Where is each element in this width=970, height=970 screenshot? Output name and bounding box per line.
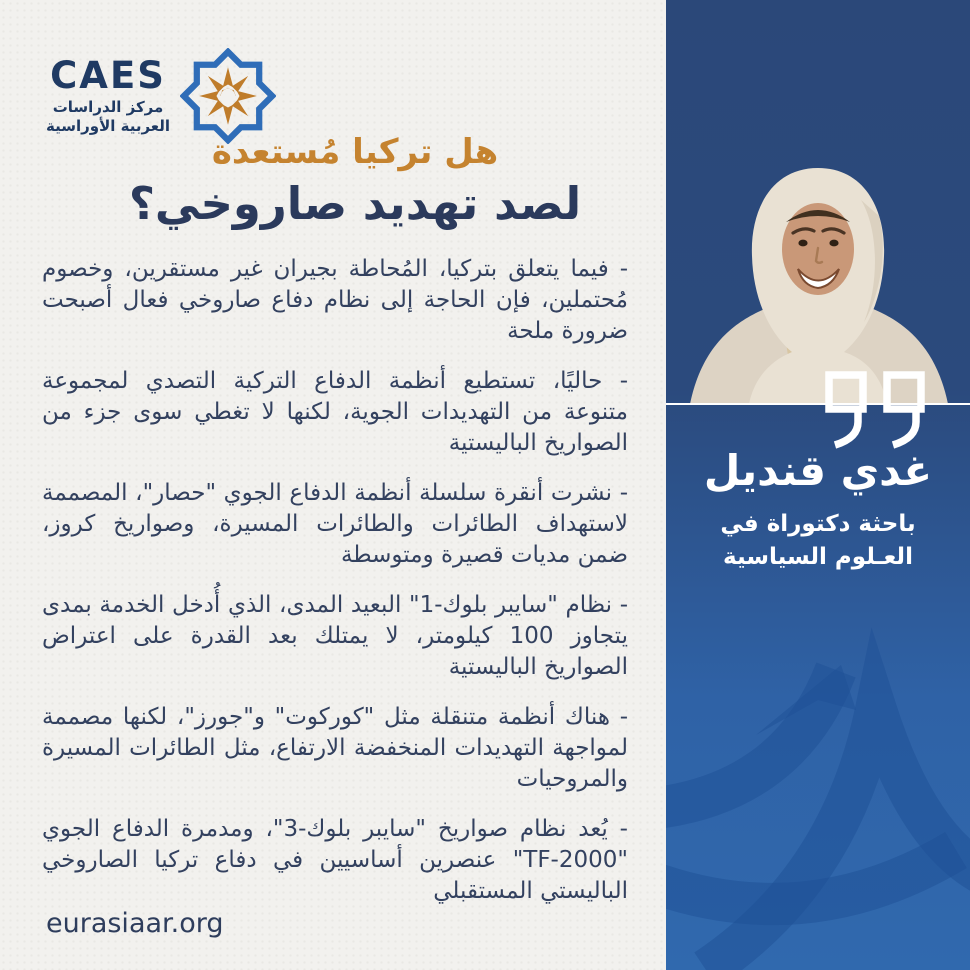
title-line-2: لصد تهديد صاروخي؟: [128, 176, 582, 230]
woman-portrait-icon: [666, 0, 970, 404]
title-line-1: هل تركيا مُستعدة: [211, 132, 499, 172]
watermark-star-icon: [666, 550, 970, 970]
brand-org-name: [46, 98, 170, 136]
brand-logo: [46, 48, 276, 144]
paragraph: - يُعد نظام صواريخ "سايبر بلوك-3"، ومدمرة الدفاع الجوي "TF-2000" عنصرين أساسيين في دفاع تركيا الصاروخي الباليستي المستقبلي: [42, 816, 628, 904]
speaker-role-line1: باحثة دكتوراة في: [720, 511, 916, 537]
paragraph: - هناك أنظمة متنقلة مثل "كوركوت" و"جورز"، لكنها مصممة لمواجهة التهديدات المنخفضة الارتفاع، مثل الطائرات المسيرة والمروحيات: [42, 704, 628, 792]
speaker-photo: [666, 0, 970, 404]
quote-icon: [824, 370, 934, 458]
paragraph: - فيما يتعلق بتركيا، المُحاطة بجيران غير مستقرين، وخصوم مُحتملين، فإن الحاجة إلى نظام دفاع صاروخي فعال أصبحت ضرورة ملحة: [42, 256, 628, 344]
paragraph: - نشرت أنقرة سلسلة أنظمة الدفاع الجوي "حصار"، المصممة لاستهداف الطائرات والطائرات المسيرة، وصواريخ كروز، ضمن مديات قصيرة ومتوسطة: [42, 480, 628, 568]
brand-text: [46, 53, 171, 136]
article-body: [42, 254, 628, 926]
paragraph: - حاليًا، تستطيع أنظمة الدفاع التركية التصدي لمجموعة متنوعة من التهديدات الجوية، لكنها لا تغطي سوى جزء من الصواريخ الباليستية: [42, 368, 628, 456]
star-logo-icon: [180, 48, 276, 144]
speaker-name: غدي قنديل: [703, 446, 933, 495]
speaker-panel: [666, 0, 970, 970]
paragraph: - نظام "سايبر بلوك-1" البعيد المدى، الذي أُدخل الخدمة بمدى يتجاوز 100 كيلومتر، لا يمتلك بعد القدرة على اعتراض الصواريخ الباليستية: [42, 592, 628, 680]
website-url: eurasiaar.org: [46, 908, 224, 939]
brand-org-line1: مركز الدراسات: [52, 97, 164, 116]
speaker-role-line2: العـلوم السياسية: [723, 544, 913, 570]
speaker-role: [666, 508, 970, 574]
page-title: [80, 131, 630, 231]
brand-org-line2: العربية الأوراسية: [46, 116, 171, 135]
brand-acronym: CAES: [50, 53, 166, 97]
